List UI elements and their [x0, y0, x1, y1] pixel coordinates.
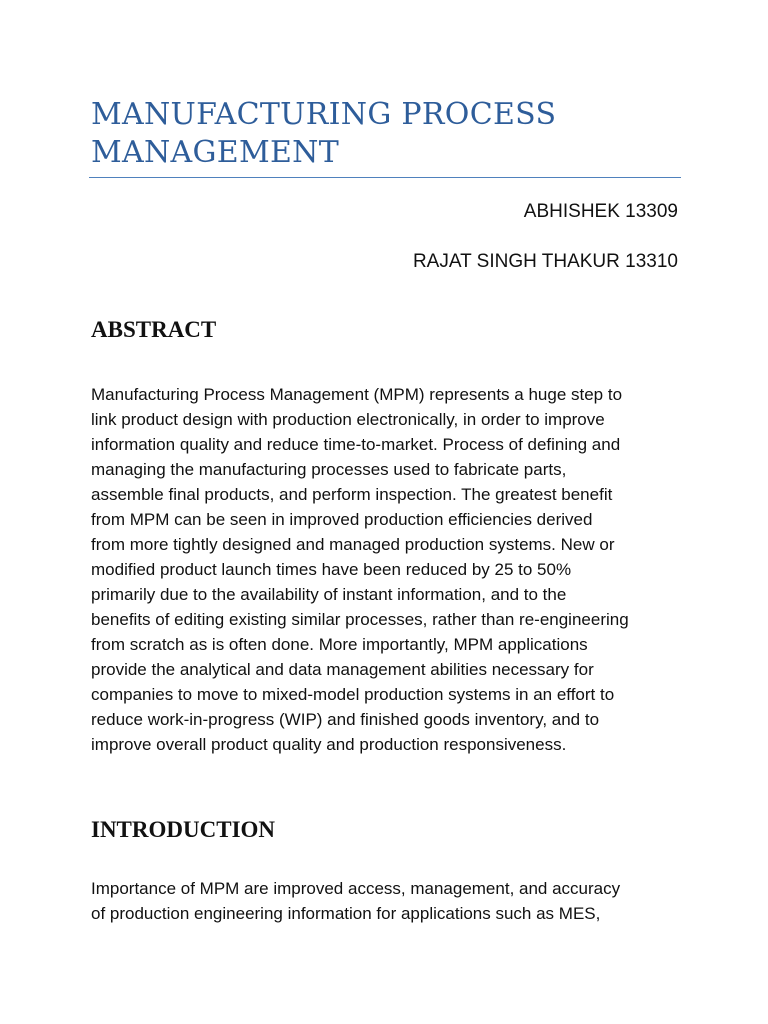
abstract-line: primarily due to the availability of instant information, and to the — [91, 585, 567, 604]
abstract-line: from scratch as is often done. More importantly, MPM applications — [91, 635, 588, 654]
abstract-line: Manufacturing Process Management (MPM) represents a huge step to — [91, 385, 623, 404]
abstract-line: link product design with production electronically, in order to improve — [91, 410, 605, 429]
abstract-line: modified product launch times have been reduced by 25 to 50% — [91, 560, 572, 579]
abstract-line: from more tightly designed and managed production systems. New or — [91, 535, 615, 554]
abstract-paragraph — [91, 382, 691, 757]
introduction-line: of production engineering information for applications such as MES, — [91, 904, 601, 923]
title-line: MANUFACTURING PROCESS — [91, 97, 557, 132]
author-rajat: RAJAT SINGH THAKUR 13310 — [412, 251, 678, 272]
abstract-line: from MPM can be seen in improved production efficiencies derived — [91, 510, 593, 529]
abstract-line: improve overall product quality and production responsiveness. — [91, 735, 567, 754]
introduction-heading: INTRODUCTION — [91, 817, 276, 842]
abstract-line: assemble final products, and perform inspection. The greatest benefit — [91, 485, 613, 504]
abstract-line: reduce work-in-progress (WIP) and finished goods inventory, and to — [91, 710, 600, 729]
author-abhishek: ABHISHEK 13309 — [523, 201, 678, 222]
abstract-line: information quality and reduce time-to-market. Process of defining and — [91, 435, 621, 454]
document-title — [91, 96, 681, 172]
abstract-heading: ABSTRACT — [91, 317, 217, 342]
abstract-line: companies to move to mixed-model production systems in an effort to — [91, 685, 615, 704]
title-divider — [89, 177, 681, 178]
abstract-line: provide the analytical and data management abilities necessary for — [91, 660, 594, 679]
abstract-line: managing the manufacturing processes used to fabricate parts, — [91, 460, 567, 479]
introduction-line: Importance of MPM are improved access, management, and accuracy — [91, 879, 621, 898]
abstract-line: benefits of editing existing similar processes, rather than re-engineering — [91, 610, 629, 629]
introduction-paragraph — [91, 876, 691, 926]
title-line: MANAGEMENT — [91, 135, 340, 170]
